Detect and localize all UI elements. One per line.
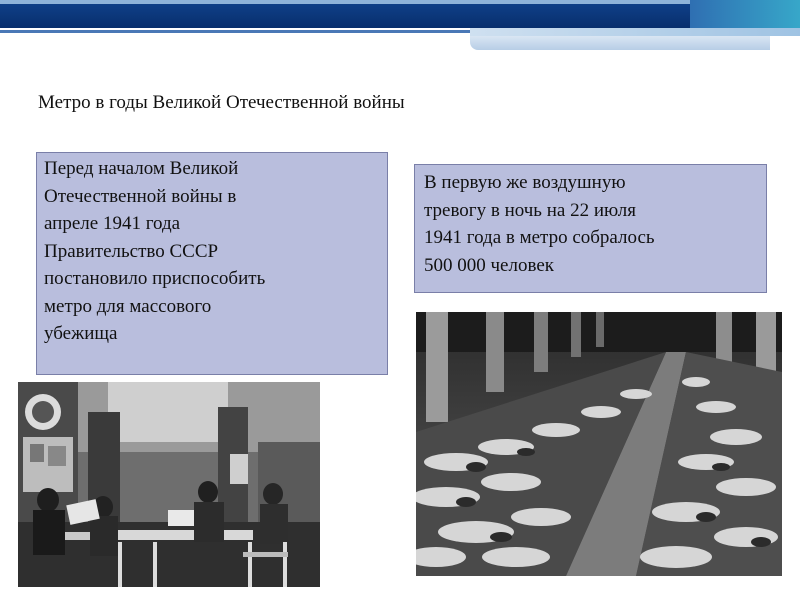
left-box-line: постановило приспособить bbox=[44, 268, 266, 289]
right-box-line: В первую же воздушную bbox=[424, 172, 626, 193]
slide-title: Метро в годы Великой Отечественной войны bbox=[38, 92, 405, 113]
left-box-line: апреле 1941 года bbox=[44, 213, 181, 234]
header-stripe-dark bbox=[0, 4, 800, 28]
right-box-line: тревогу в ночь на 22 июля bbox=[424, 199, 636, 221]
left-box-line: Отечественной войны в bbox=[44, 185, 237, 207]
right-box-line: 500 000 человек bbox=[424, 254, 554, 276]
photo-reading-room bbox=[18, 382, 320, 587]
header-accent-light bbox=[470, 28, 800, 36]
left-box-line: Правительство СССР bbox=[44, 240, 219, 262]
left-box-line: Перед началом Великой bbox=[44, 158, 239, 179]
header-tab-decoration bbox=[470, 36, 770, 50]
header-accent bbox=[690, 0, 800, 30]
photo-reading-room-image bbox=[18, 382, 320, 587]
photo-platform-shelter-image bbox=[416, 312, 782, 576]
photo-platform-shelter bbox=[416, 312, 782, 576]
left-text-box bbox=[36, 152, 388, 375]
left-box-line: метро для массового bbox=[44, 295, 212, 317]
left-box-line: убежища bbox=[44, 323, 118, 344]
right-box-line: 1941 года в метро собралось bbox=[424, 227, 655, 248]
right-text-box bbox=[414, 164, 767, 293]
